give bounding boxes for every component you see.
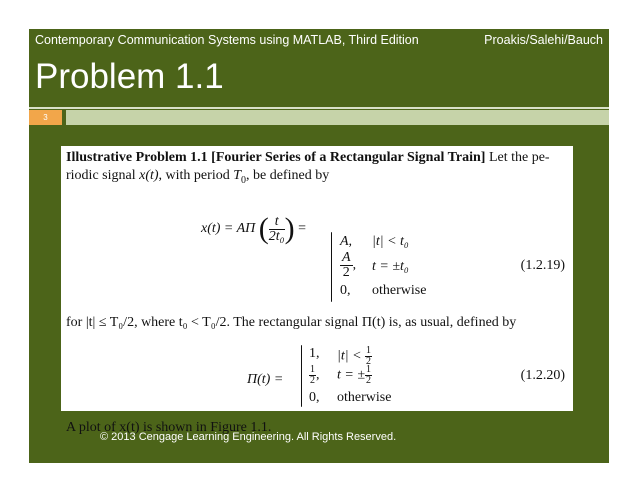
title-separator: [29, 107, 609, 109]
eq1-fraction: [269, 215, 285, 244]
intro-text-1: Let the pe-: [485, 150, 550, 165]
eq1-case2-fraction: [340, 251, 353, 280]
eq1-frac-den: 2t₀: [268, 228, 285, 244]
problem-heading-line: [66, 150, 550, 166]
intro-period-symbol: T: [233, 168, 241, 183]
slide-title: Problem 1.1: [35, 57, 224, 96]
eq2-lhs-text: Π(t) =: [247, 372, 284, 387]
eq2-case-1: [309, 346, 320, 362]
eq1-case1-value: A,: [340, 234, 353, 249]
eq1-case2-condition: t = ±t₀: [372, 259, 409, 274]
intro-line-2: [66, 168, 329, 186]
eq1-case-1-cond: [372, 234, 409, 250]
eq1-case2-comma: ,: [352, 257, 357, 273]
eq1-equals: =: [298, 221, 306, 237]
book-title: Contemporary Communication Systems using MATLAB, Third Edition: [35, 33, 419, 47]
eq1-open-paren: (: [258, 212, 269, 245]
eq2-case-3-cond: [337, 390, 391, 406]
eq1-close-paren: ): [284, 212, 295, 245]
eq2-case2-fraction: [309, 365, 316, 386]
eq2-case1-num: 1: [366, 345, 372, 356]
problem-image: [61, 146, 573, 435]
equation-1-lhs: [201, 214, 306, 244]
eq2-brace: [301, 345, 302, 407]
eq1-brace: [331, 232, 332, 302]
eq2-case2-cond-fraction: [365, 365, 372, 386]
intro-period-subscript: 0: [241, 174, 246, 186]
eq2-number: (1.2.20): [520, 368, 565, 383]
eq1-frac-num: t: [269, 215, 285, 230]
eq2-case1-den: 2: [366, 356, 372, 367]
closing-text: A plot of x(t) is shown in Figure 1.1.: [66, 420, 272, 435]
intro-text-2a: riodic signal: [66, 168, 140, 183]
eq1-case-2: [340, 251, 356, 280]
slide-number: 3: [29, 110, 62, 125]
eq2-case2-den: 2: [310, 375, 315, 386]
eq2-case-2-cond: [337, 365, 372, 386]
eq2-case2-condition: t = ±: [337, 367, 366, 383]
eq2-case2-cond-num: 1: [366, 364, 372, 375]
eq2-case2-cond-den: 2: [366, 375, 372, 386]
eq2-case-3: [309, 390, 320, 406]
eq1-case3-value: 0,: [340, 283, 351, 298]
intro-x-of-t: x(t): [139, 168, 159, 183]
eq1-case-3: [340, 283, 351, 299]
eq1-number: (1.2.19): [520, 258, 565, 273]
eq1-case-3-cond: [372, 283, 426, 299]
copyright-footer: © 2013 Cengage Learning Engineering. All Rights Reserved.: [100, 431, 397, 443]
intro-text-2b: , with period: [158, 168, 234, 183]
eq2-case3-condition: otherwise: [337, 390, 392, 405]
eq1-case1-condition: |t| < t₀: [372, 234, 409, 249]
middle-text: for |t| ≤ T₀/2, where t₀ < T₀/2. The rectangular signal Π(t) is, as usual, defined by: [66, 315, 517, 330]
separator-bar: [66, 110, 609, 125]
eq1-case2-num: A: [342, 250, 351, 265]
authors: Proakis/Salehi/Bauch: [484, 33, 603, 47]
problem-heading: Illustrative Problem 1.1 [Fourier Series of a Rectangular Signal Train]: [66, 150, 486, 165]
eq2-case1-condition: |t| <: [337, 348, 362, 364]
eq2-case-2: [309, 365, 320, 386]
intro-text-2c: , be defined by: [246, 168, 330, 183]
eq1-case2-den: 2: [342, 265, 350, 280]
eq2-case1-value: 1,: [309, 346, 320, 361]
eq2-case2-comma: ,: [316, 367, 320, 383]
slide: [29, 29, 609, 463]
eq2-case3-value: 0,: [309, 390, 320, 405]
eq2-case2-num: 1: [310, 364, 315, 375]
equation-2-lhs: [247, 372, 283, 388]
eq1-case-1: [340, 234, 352, 250]
eq1-case-2-cond: [372, 259, 409, 275]
eq1-case3-condition: otherwise: [372, 283, 427, 298]
eq1-lhs-text: x(t) = AΠ: [201, 221, 256, 237]
